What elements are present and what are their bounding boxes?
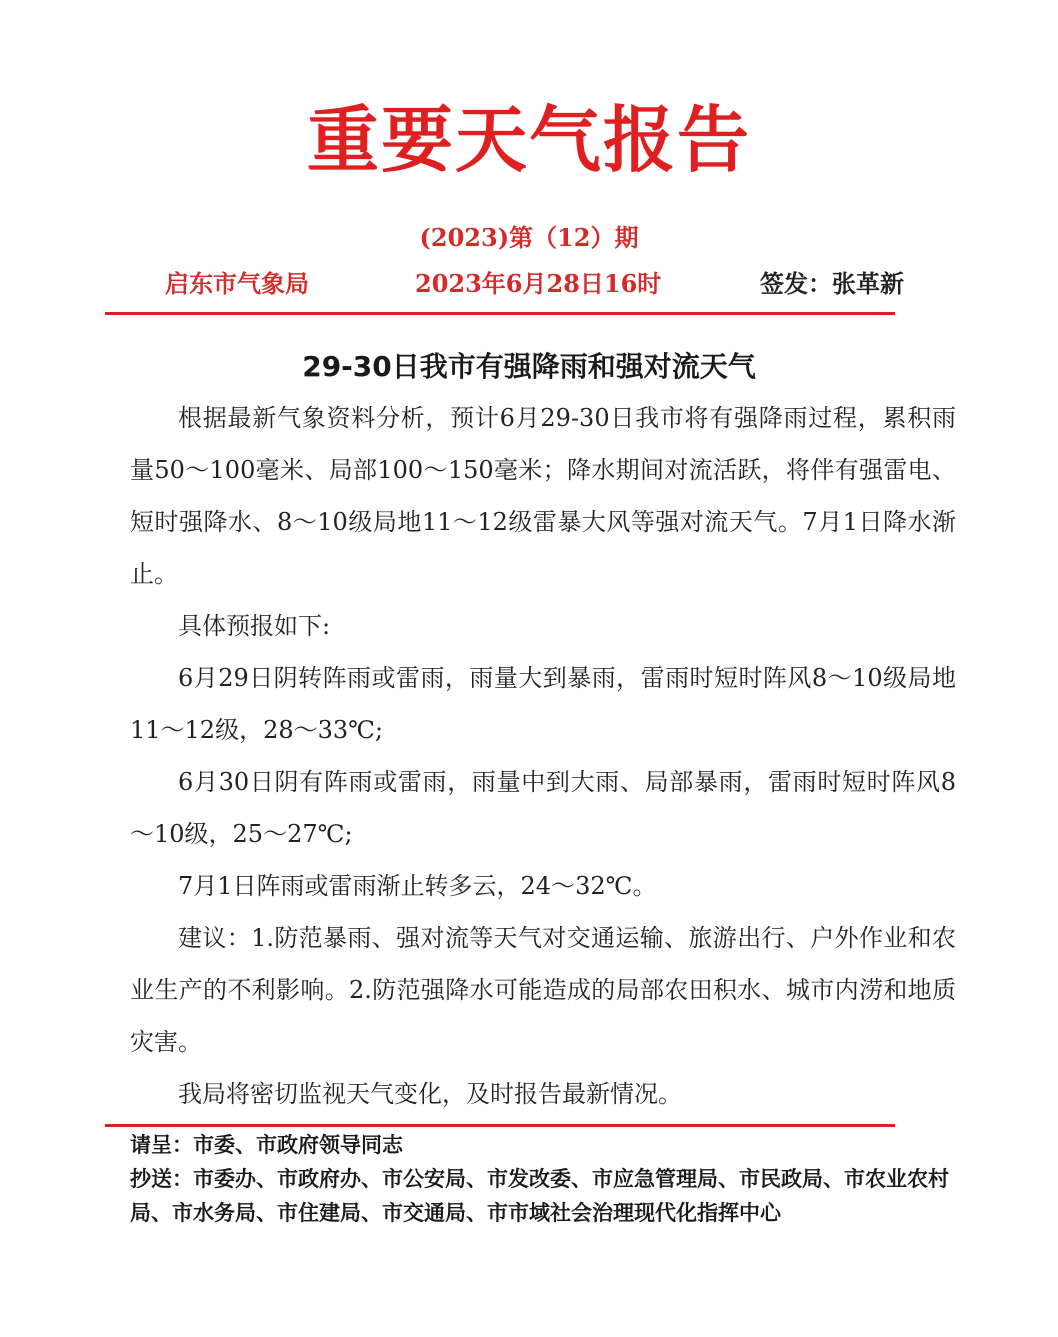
issue-datetime: 2023年6月28日16时 (415, 269, 662, 298)
paragraph-forecast-jul1: 7月1日阵雨或雷雨渐止转多云，24～32℃。 (178, 872, 657, 900)
article-body (130, 392, 956, 1120)
distribution-footer (130, 1128, 950, 1230)
report-title: 重要天气报告 (306, 98, 751, 182)
paragraph-forecast-intro: 具体预报如下: (178, 612, 331, 640)
paragraph-advice: 建议：1.防范暴雨、强对流等天气对交通运输、旅游出行、户外作业和农业生产的不利影响。2.防范强降水可能造成的局部农田积水、城市内涝和地质灾害。 (130, 924, 956, 1056)
paragraph-forecast-jun30: 6月30日阴有阵雨或雷雨，雨量中到大雨、局部暴雨，雷雨时短时阵风8～10级，25～27℃; (130, 768, 956, 848)
issuing-agency: 启东市气象局 (165, 269, 309, 298)
cc-list: 抄送：市委办、市政府办、市公安局、市发改委、市应急管理局、市民政局、市农业农村局、市水务局、市住建局、市交通局、市市域社会治理现代化指挥中心 (130, 1167, 949, 1225)
paragraph-summary: 根据最新气象资料分析，预计6月29-30日我市将有强降雨过程，累积雨量50～100毫米、局部100～150毫米；降水期间对流活跃，将伴有强雷电、短时强降水、8～10级局地11～12级雷暴大风等强对流天气。7月1日降水渐止。 (130, 404, 956, 588)
meta-row (0, 264, 1058, 296)
red-divider-top (105, 312, 895, 315)
article-headline: 29-30日我市有强降雨和强对流天气 (302, 350, 756, 383)
paragraph-forecast-jun29: 6月29日阴转阵雨或雷雨，雨量大到暴雨，雷雨时短时阵风8～10级局地11～12级，28～33℃; (130, 664, 956, 744)
red-divider-bottom (105, 1124, 895, 1127)
issue-number: (2023)第（12）期 (419, 223, 639, 252)
submit-to: 请呈：市委、市政府领导同志 (130, 1133, 403, 1157)
signer: 签发：张革新 (760, 269, 904, 298)
paragraph-closing: 我局将密切监视天气变化，及时报告最新情况。 (178, 1080, 682, 1108)
